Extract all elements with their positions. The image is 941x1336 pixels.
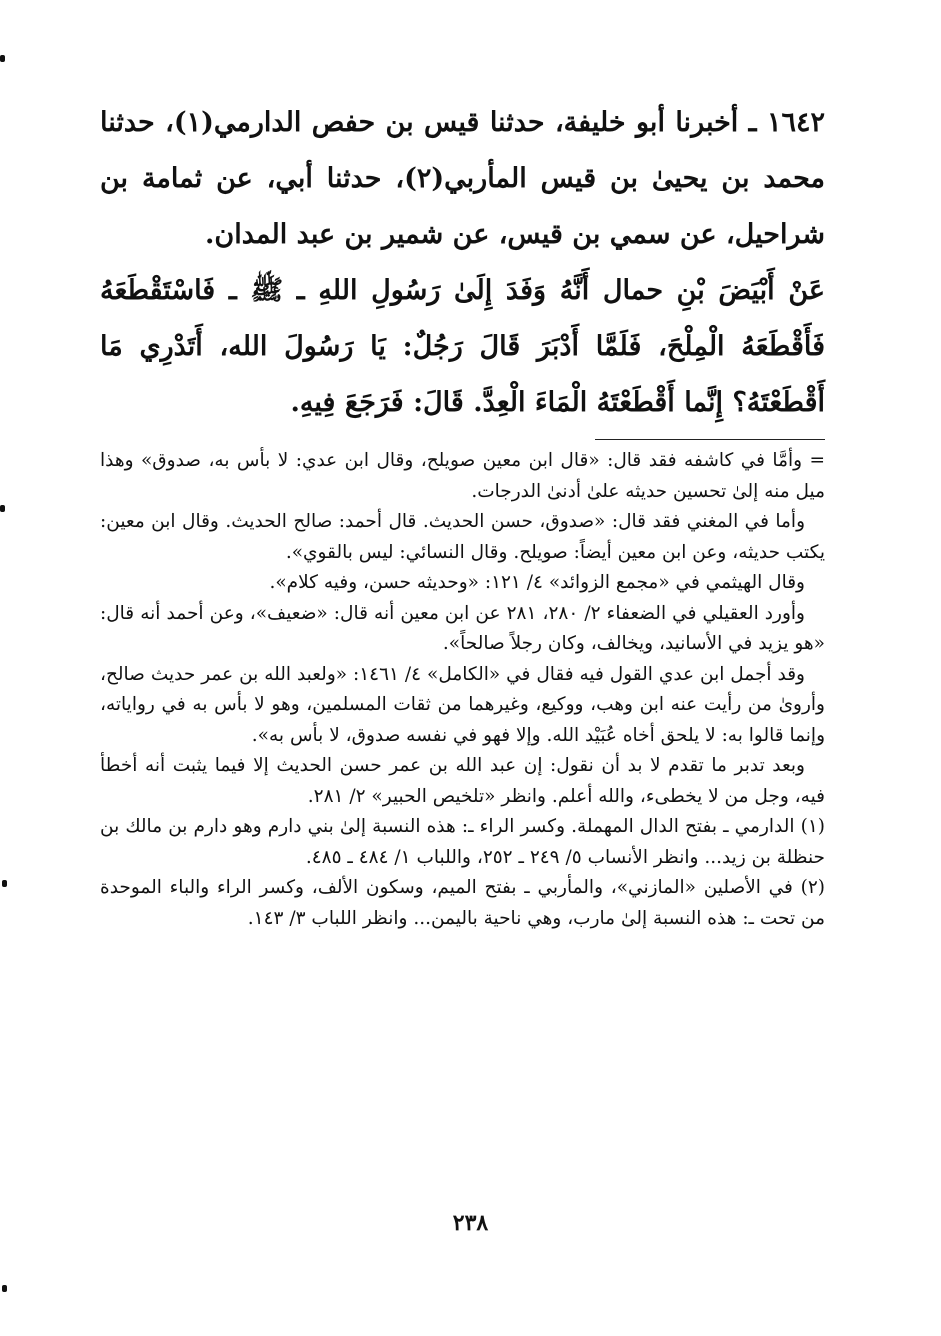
scan-speck	[2, 880, 7, 887]
hadith-chain: ١٦٤٢ ـ أخبرنا أبو خليفة، حدثنا قيس بن حفص الدارمي(١)، حدثنا محمد بن يحيىٰ بن قيس المأربي(٢)، حدثنا أبي، عن ثمامة بن شراحيل، عن سمي بن قيس، عن شمير بن عبد المدان.	[100, 107, 826, 250]
hadith-text: عَنْ أَبْيَضَ بْنِ حمال أَنَّهُ وَفَدَ إِلَىٰ رَسُولِ اللهِ ـ ﷺ ـ فَاسْتَقْطَعَهُ فَأَقْطَعَهُ الْمِلْحَ، فَلَمَّا أَدْبَرَ قَالَ رَجُلٌ: يَا رَسُولَ الله، أَتَدْرِي مَا أَقْطَعْتَهُ؟ إِنَّما أَقْطَعْتَهُ الْمَاءَ الْعِدَّ. قَالَ: فَرَجَعَ فِيهِ.	[100, 275, 825, 418]
scan-speck	[0, 505, 5, 512]
footnote-2: (٢) في الأصلين «المازني»، والمأربي ـ بفتح الميم، وسكون الألف، وكسر الراء والباء الموحدة من تحت ـ: هذه النسبة إلىٰ مارب، وهي ناحية باليمن... وانظر اللباب ٣/ ١٤٣.	[100, 877, 825, 929]
page-number: ٢٣٨	[452, 1210, 489, 1236]
footnotes	[100, 446, 825, 934]
footnote-continuation: = وأمَّا في كاشفه فقد قال: «قال ابن معين صويلح، وقال ابن عدي: لا بأس به، صدوق» وهذا ميل منه إلىٰ تحسين حديثه علىٰ أدنىٰ الدرجات.	[100, 450, 825, 502]
scan-speck	[2, 1285, 7, 1292]
scan-speck	[0, 55, 5, 62]
footnote-paragraph: وقد أجمل ابن عدي القول فيه فقال في «الكامل» ٤/ ١٤٦١: «ولعبد الله بن عمر حديث صالح، وأروىٰ من رأيت عنه ابن وهب، ووكيع، وغيرهما من ثقات المسلمين، وهو لا بأس به في رواياته، وإنما قالوا به: لا يلحق أخاه عُبَيْد الله. وإلا فهو في نفسه صدوق، لا بأس به».	[100, 663, 825, 746]
footnote-paragraph: وقال الهيثمي في «مجمع الزوائد» ٤/ ١٢١: «وحديثه حسن، وفيه كلام».	[269, 572, 805, 593]
footnote-paragraph: وأورد العقيلي في الضعفاء ٢/ ٢٨٠، ٢٨١ عن ابن معين أنه قال: «ضعيف»، وعن أحمد أنه قال: «هو يزيد في الأسانيد، ويخالف، وكان رجلاً صالحاً».	[100, 602, 825, 654]
footnote-paragraph: وأما في المغني فقد قال: «صدوق، حسن الحديث. قال أحمد: صالح الحديث. وقال ابن معين: يكتب حديثه، وعن ابن معين أيضاً: صويلح. وقال النسائي: ليس بالقوي».	[100, 511, 825, 563]
main-text	[100, 95, 825, 431]
footnote-paragraph: وبعد تدبر ما تقدم لا بد أن نقول: إن عبد الله بن عمر حسن الحديث إلا فيما يثبت أنه أخطأ فيه، وجل من لا يخطىء، والله أعلم. وانظر «تلخيص الحبير» ٢/ ٢٨١.	[100, 755, 825, 807]
footnote-1: (١) الدارمي ـ بفتح الدال المهملة. وكسر الراء ـ: هذه النسبة إلىٰ بني دارم وهو دارم بن مالك بن حنظلة بن زيد... وانظر الأنساب ٥/ ٢٤٩ ـ ٢٥٢، واللباب ١/ ٤٨٤ ـ ٤٨٥.	[100, 816, 825, 868]
footnote-divider	[595, 439, 825, 440]
page-body	[100, 95, 825, 934]
